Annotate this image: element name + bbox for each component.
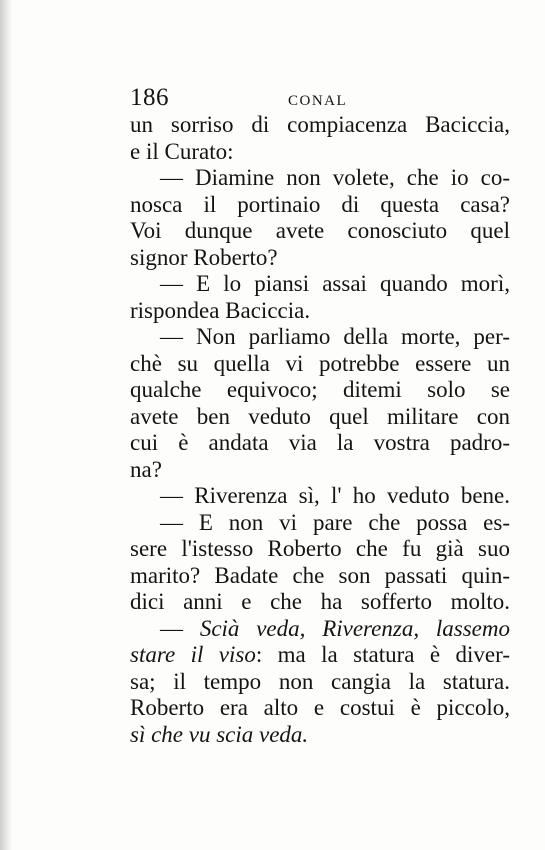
text-line-mixed <box>130 642 510 669</box>
text-line: un sorriso di compiacenza Baciccia, <box>130 112 510 137</box>
italic-phrase: Scià veda, Riverenza, lassemo <box>199 615 510 641</box>
text-line: — Diamine non volete, che io co- <box>160 165 510 190</box>
running-head: CONAL <box>288 93 348 109</box>
text-line-italic: sì che vu scia veda. <box>130 721 309 747</box>
text-line: dici anni e che ha sofferto molto. <box>130 589 510 614</box>
text-line: avete ben veduto quel militare con <box>130 403 510 429</box>
text-line: nosca il portinaio di questa casa? <box>130 191 510 217</box>
body-text <box>130 112 510 748</box>
text-line: — Riverenza sì, l' ho veduto bene. <box>160 483 510 508</box>
text-line-italic: — Scià veda, Riverenza, lassemo <box>160 615 510 641</box>
page-edge-shadow <box>0 0 12 850</box>
text-line: — E non vi pare che possa es- <box>160 509 510 535</box>
page-header <box>130 84 490 114</box>
roman-phrase: : ma la statura è diver- <box>255 642 510 667</box>
text-line: e il Curato: <box>130 138 234 164</box>
text-line: cui è andata via la vostra padro- <box>130 430 510 455</box>
text-line: signor Roberto? <box>130 244 278 270</box>
page-number: 186 <box>130 84 169 111</box>
text-line: sere l'istesso Roberto che fu già suo <box>130 536 510 561</box>
text-line: — E lo piansi assai quando morì, <box>160 271 510 296</box>
text-line: qualche equivoco; ditemi solo se <box>130 377 510 402</box>
text-line: — Non parliamo della morte, per- <box>160 324 510 349</box>
text-line: marito? Badate che son passati quin- <box>130 562 510 588</box>
text-line: Roberto era alto e costui è piccolo, <box>130 695 510 720</box>
text-line: chè su quella vi potrebbe essere un <box>130 350 510 376</box>
italic-phrase: stare il viso <box>130 642 256 667</box>
text-line: Voi dunque avete conosciuto quel <box>130 218 510 243</box>
text-line: sa; il tempo non cangia la statura. <box>130 668 510 694</box>
text-line: na? <box>130 456 162 482</box>
text-line: rispondea Baciccia. <box>130 297 311 323</box>
